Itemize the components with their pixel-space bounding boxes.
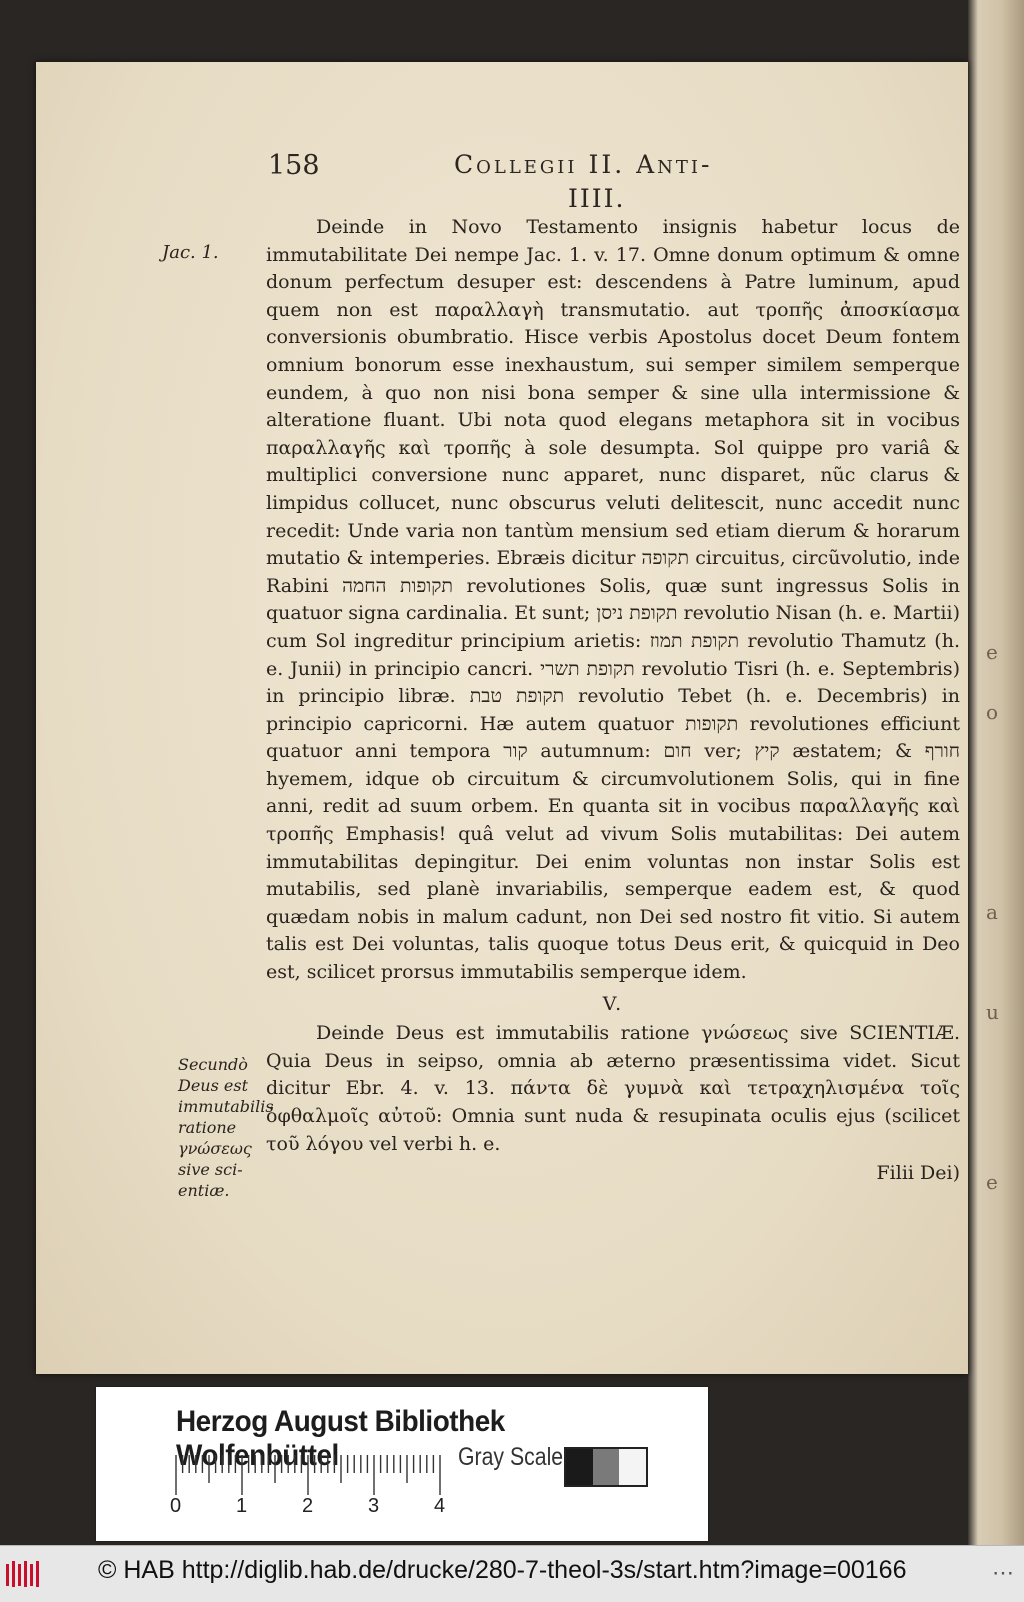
running-head: Collegii II. Anti-	[454, 150, 713, 179]
closing-line: Filii Dei)	[876, 1162, 960, 1185]
paragraph-2: Deinde Deus est immutabilis ratione γνώσεως sive SCIENTIÆ. Quia Deus in seipso, omnia ab æterno præsentissima videt. Sicut dicitur Ebr. 4. v. 13. πάντα δὲ γυμνὰ καὶ τετραχηλισμένα τοῖς ὀφθαλμοῖς αὐτοῦ: Omnia sunt nuda & resupinata oculis ejus (scilicet τοῦ λόγου vel verbi h. e.	[266, 1022, 960, 1155]
paragraph-1: Deinde in Novo Testamento insignis habetur locus de immutabilitate Dei nempe Jac. 1. v. 17. Omne donum optimum & omne donum perfectum desuper est: descendens à Patre luminum, apud quem non est παραλλαγὴ transmutatio. aut τροπῆς ἀποσκίασμα conversionis obumbratio. Hisce verbis Apostolus docet Deum fontem omnium bonorum esse inexhaustum, sui semper similem semperque eundem, à quo non nisi bona semper & sine ulla intermissione & alteratione fluant. Ubi nota quod elegans metaphora sit in vocibus παραλλαγῆς καὶ τροπῆς à sole desumpta. Sol quippe pro variâ & multiplici conversione nunc apparet, nunc disparet, nũc clarus & limpidus collucet, nunc obscurus veluti delitescit, nunc accedit nunc recedit: Unde varia non tantùm mensium sed etiam dierum & horarum mutatio & intemperies. Ebræis dicitur תקופה circuitus, circũvolutio, inde Rabini תקופות החמה revolutiones Solis, quæ sunt ingressus Solis in quatuor signa cardinalia. Et sunt; תקופת ניסן revolutio Nisan (h. e. Martii) cum Sol ingreditur principium arietis: תקופת תמוז revolutio Thamutz (h. e. Junii) in principio cancri. תקופת תשרי revolutio Tisri (h. e. Septembris) in principio libræ. תקופת טבת revolutio Tebet (h. e. Decembris) in principio capricorni. Hæ autem quatuor תקופות revolutiones efficiunt quatuor anni tempora קור autumnum: חום ver; קיץ æstatem; & חורף hyemem, idque ob circuitum & circumvolutionem Solis, qui in fine anni, redit ad suum orbem. En quanta sit in vocibus παραλλαγῆς καὶ τροπῆς Emphasis! quâ velut ad vivum Solis mutabilitas: Dei autem immutabilitas depingitur. Dei enim voluntas non instar Solis est mutabilis, sed planè invariabilis, semperque eadem est, & quod quædam nobis in malum cadunt, non Dei sed nostro fit vitio. Si autem talis est Dei voluntas, talis quoque totus Deus erit, & quicquid in Deo est, scilicet prorsus immutabilis semperque idem.	[266, 216, 961, 984]
library-title: Herzog August Bibliothek Wolfenbüttel	[176, 1405, 505, 1472]
color-scale-card	[96, 1387, 708, 1541]
source-url-link[interactable]: © HAB http://diglib.hab.de/drucke/280-7-theol-3s/start.htm?image=00166	[98, 1556, 907, 1584]
main-text	[266, 214, 960, 1188]
gray-scale-swatch	[564, 1447, 648, 1487]
ruler-numbers	[170, 1495, 460, 1521]
ellipsis-icon[interactable]: ⋯	[992, 1560, 1014, 1585]
edge-glyph: u	[986, 1000, 999, 1024]
swatch-black	[566, 1449, 593, 1485]
page-number: 158	[268, 150, 320, 181]
ruler-number: 4	[434, 1495, 446, 1517]
book-page	[36, 62, 968, 1374]
adjacent-page-edge	[968, 0, 1024, 1545]
gray-scale-label: Gray Scale	[458, 1443, 564, 1471]
page-header	[36, 150, 968, 190]
ruler-number: 3	[368, 1495, 380, 1517]
viewer-footer	[0, 1545, 1024, 1602]
ruler-number: 0	[170, 1495, 182, 1517]
swatch-white	[619, 1449, 646, 1485]
edge-glyph: e	[986, 640, 998, 664]
edge-glyph: a	[986, 900, 998, 924]
margin-note-jac: Jac. 1.	[162, 242, 219, 263]
ruler-scale	[174, 1453, 444, 1497]
ruler-number: 2	[302, 1495, 314, 1517]
edge-glyph: o	[986, 700, 999, 724]
ruler-number: 1	[236, 1495, 248, 1517]
swatch-gray	[593, 1449, 620, 1485]
hab-logo-icon	[4, 1558, 44, 1590]
section-number-iiii: IIII.	[568, 184, 626, 213]
margin-note-secundo: Secundò Deus est immutabilis ratione γνώσεως sive sci-entiæ.	[178, 1055, 274, 1200]
edge-glyph: e	[986, 1170, 998, 1194]
section-number-v: V.	[602, 992, 624, 1015]
